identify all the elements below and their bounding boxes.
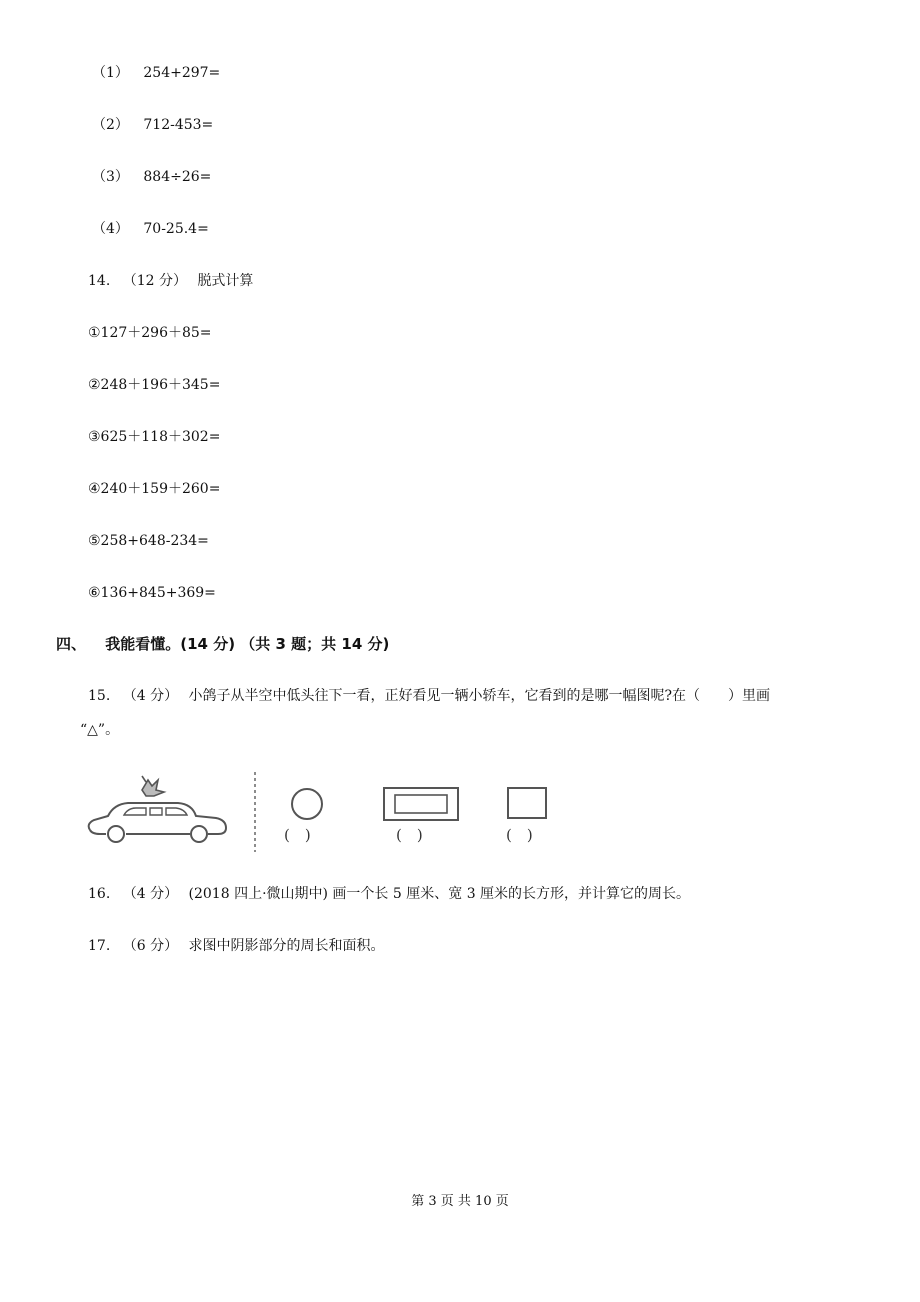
question-score: （12 分） <box>122 273 187 289</box>
calc-item-4: ④240＋159＋260= <box>88 481 221 497</box>
sub-item-2 <box>92 115 213 135</box>
question-number: 16. <box>88 886 111 902</box>
section-heading <box>56 634 389 654</box>
answer-blank-2[interactable]: ( ) <box>396 826 423 844</box>
long-rectangle-option-icon <box>384 788 458 820</box>
question-17 <box>88 936 385 956</box>
sub-item-4 <box>92 219 209 239</box>
square-option-icon <box>508 788 546 818</box>
question-16 <box>88 884 690 904</box>
question-score: （6 分） <box>122 938 179 954</box>
car-views-illustration <box>84 768 564 860</box>
sub-item-expr: 254+297= <box>143 65 221 81</box>
question-text: 求图中阴影部分的周长和面积。 <box>188 938 385 954</box>
car-icon <box>89 803 226 842</box>
calc-item-6: ⑥136+845+369= <box>88 585 216 601</box>
car-figure <box>84 768 564 860</box>
sub-item-label: （2） <box>92 117 129 133</box>
page-footer: 第 3 页 共 10 页 <box>411 1194 509 1209</box>
answer-blank-1[interactable]: ( ) <box>284 826 311 844</box>
sub-item-1 <box>92 63 220 83</box>
circle-option-icon <box>292 789 322 819</box>
calc-item-2: ②248＋196＋345= <box>88 377 221 393</box>
section-number: 四、 <box>56 635 87 653</box>
calc-item-3: ③625＋118＋302= <box>88 429 221 445</box>
sub-item-label: （3） <box>92 169 129 185</box>
answer-blank-3[interactable]: ( ) <box>506 826 533 844</box>
question-text: (2018 四上·微山期中) 画一个长 5 厘米、宽 3 厘米的长方形，并计算它的周长。 <box>188 886 691 902</box>
calc-item-5: ⑤258+648-234= <box>88 533 209 549</box>
question-15 <box>88 686 770 706</box>
sub-item-expr: 712-453= <box>143 117 214 133</box>
sub-item-label: （1） <box>92 65 129 81</box>
question-score: （4 分） <box>122 688 179 704</box>
question-score: （4 分） <box>122 886 179 902</box>
question-15-continued: “△”。 <box>80 722 120 738</box>
question-number: 17. <box>88 938 111 954</box>
question-title: 脱式计算 <box>197 273 254 289</box>
pigeon-icon <box>142 776 164 796</box>
question-number: 15. <box>88 688 111 704</box>
calc-item-1: ①127＋296＋85= <box>88 325 212 341</box>
section-title: 我能看懂。(14 分) （共 3 题；共 14 分) <box>105 635 390 653</box>
question-text: 小鸽子从半空中低头往下一看，正好看见一辆小轿车，它看到的是哪一幅图呢?在（ ）里画 <box>188 688 771 704</box>
question-number: 14. <box>88 273 111 289</box>
sub-item-expr: 70-25.4= <box>143 221 209 237</box>
question-14 <box>88 271 253 291</box>
sub-item-label: （4） <box>92 221 129 237</box>
sub-item-expr: 884÷26= <box>143 169 212 185</box>
sub-item-3 <box>92 167 211 187</box>
